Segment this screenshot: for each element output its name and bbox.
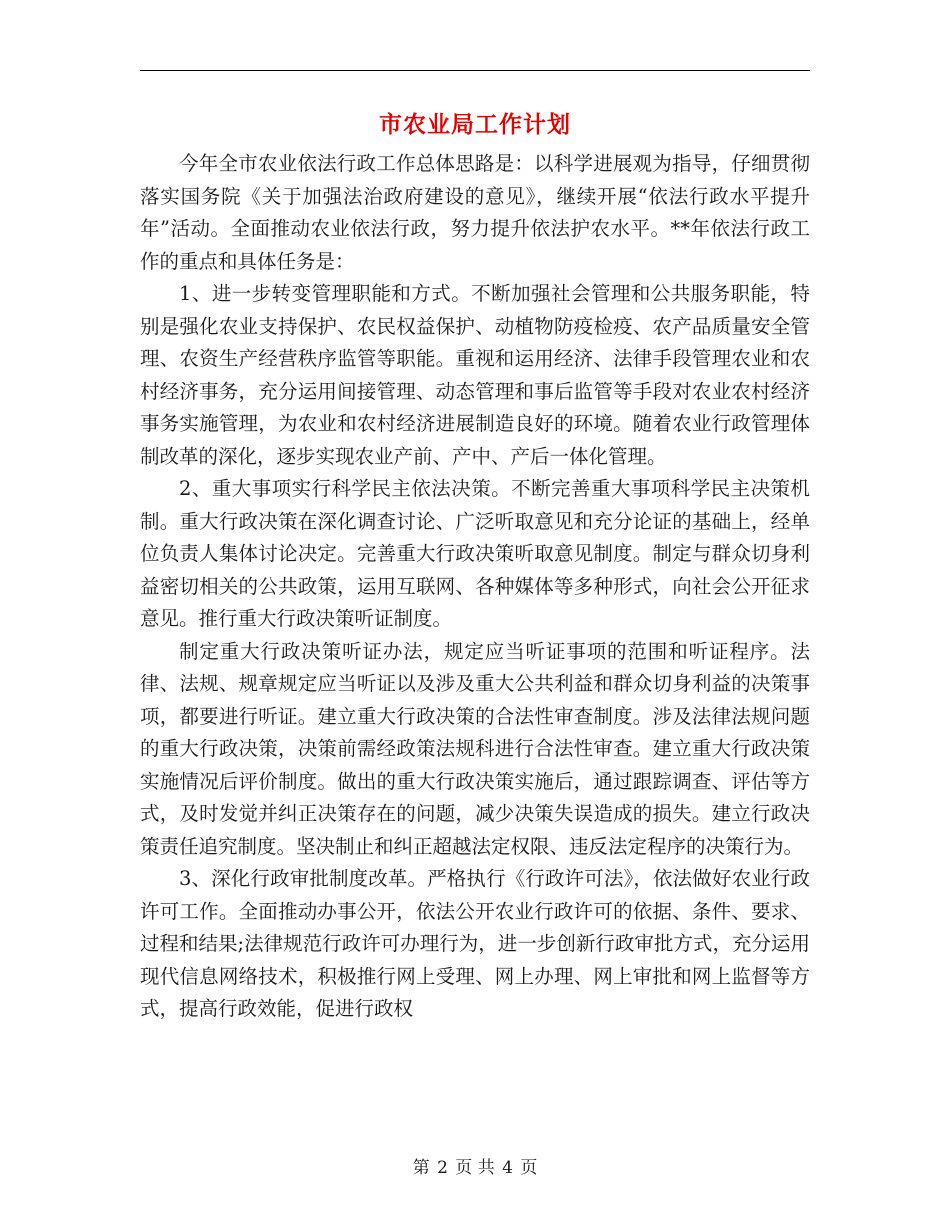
page-footer: [0, 1153, 950, 1178]
paragraph-item-2: 2、重大事项实行科学民主依法决策。不断完善重大事项科学民主决策机制。重大行政决策在深化调查讨论、广泛听取意见和充分论证的基础上，经单位负责人集体讨论决定。完善重大行政决策听取意见制度。制定与群众切身利益密切相关的公共政策，运用互联网、各种媒体等多种形式，向社会公开征求意见。推行重大行政决策听证制度。: [140, 477, 810, 630]
paragraph-item-2-continued: 制定重大行政决策听证办法，规定应当听证事项的范围和听证程序。法律、法规、规章规定应当听证以及涉及重大公共利益和群众切身利益的决策事项，都要进行听证。建立重大行政决策的合法性审查制度。涉及法律法规问题的重大行政决策，决策前需经政策法规科进行合法性审查。建立重大行政决策实施情况后评价制度。做出的重大行政决策实施后，通过跟踪调查、评估等方式，及时发觉并纠正决策存在的问题，减少决策失误造成的损失。建立行政决策责任追究制度。坚决制止和纠正超越法定权限、违反法定程序的决策行为。: [140, 639, 810, 858]
footer-label-page: 第: [412, 1158, 430, 1178]
footer-total-pages: 4: [502, 1158, 513, 1178]
paragraph-item-1: 1、进一步转变管理职能和方式。不断加强社会管理和公共服务职能，特别是强化农业支持保护、农民权益保护、动植物防疫检疫、农产品质量安全管理、农资生产经营秩序监管等职能。重视和运用经济、法律手段管理农业和农村经济事务，充分运用间接管理、动态管理和事后监管等手段对农业农村经济事务实施管理，为农业和农村经济进展制造良好的环境。随着农业行政管理体制改革的深化，逐步实现农业产前、产中、产后一体化管理。: [140, 282, 810, 468]
document-title: 市农业局工作计划: [379, 111, 571, 138]
footer-current-page: 2: [437, 1158, 448, 1178]
paragraph-intro: 今年全市农业依法行政工作总体思路是：以科学进展观为指导，仔细贯彻落实国务院《关于加强法治政府建设的意见》，继续开展“依法行政水平提升年”活动。全面推动农业依法行政，努力提升依法护农水平。**年依法行政工作的重点和具体任务是：: [140, 152, 810, 273]
footer-label-end: 页: [520, 1158, 538, 1178]
paragraph-item-3: 3、深化行政审批制度改革。严格执行《行政许可法》，依法做好农业行政许可工作。全面推动办事公开，依法公开农业行政许可的依据、条件、要求、过程和结果;法律规范行政许可办理行为，进一步创新行政审批方式，充分运用现代信息网络技术，积极推行网上受理、网上办理、网上审批和网上监督等方式，提高行政效能，促进行政权: [140, 867, 810, 1020]
document-body: [140, 148, 810, 1026]
footer-label-of: 页 共: [455, 1158, 495, 1178]
header-rule: [140, 70, 810, 71]
